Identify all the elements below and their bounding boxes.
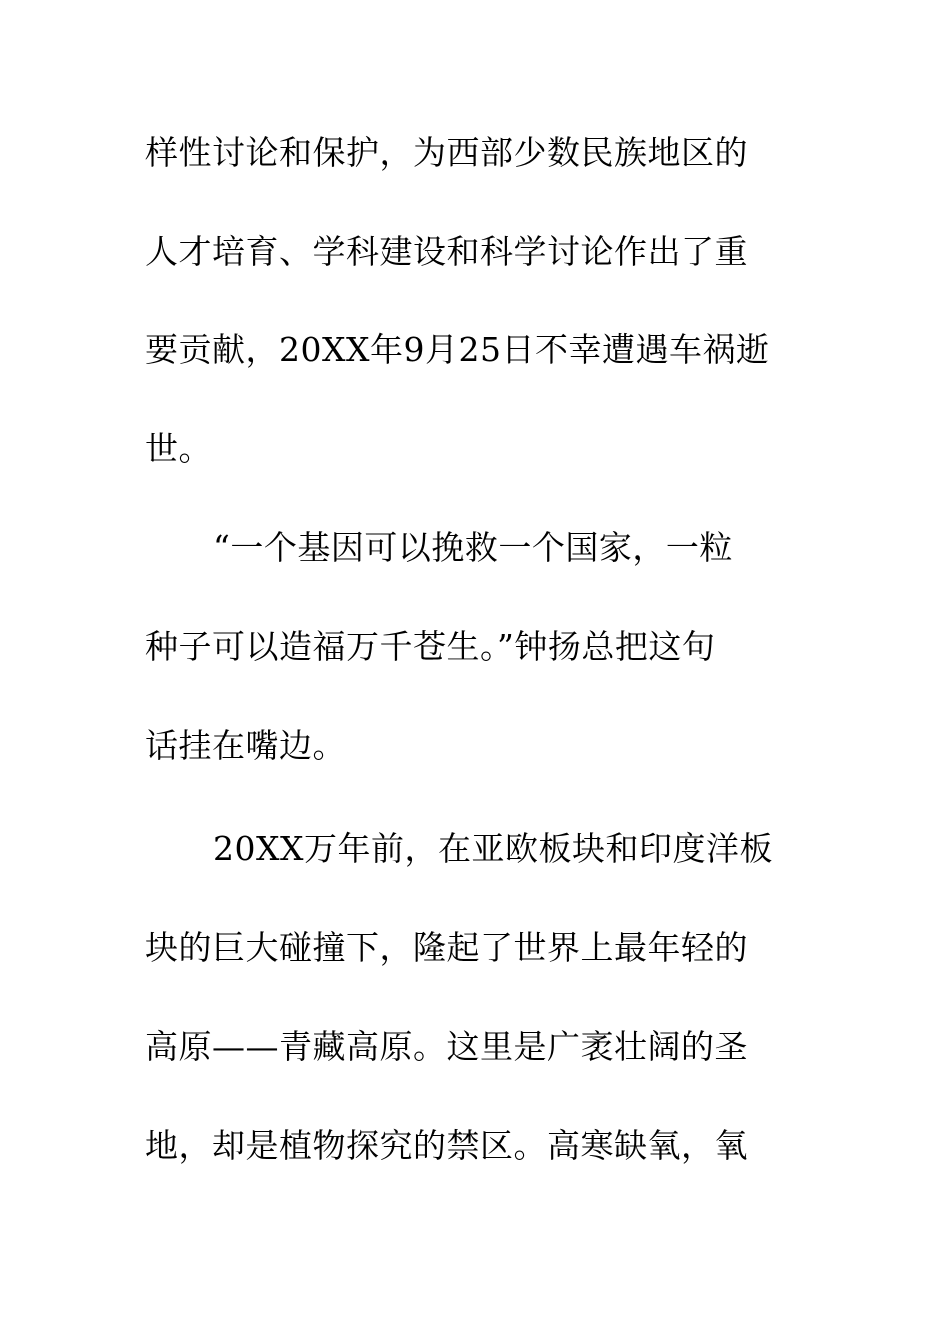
text-line: 人才培育、学科建设和科学讨论作出了重 xyxy=(145,232,748,271)
text-line: 要贡献，20XX年9月25日不幸遭遇车祸逝 xyxy=(145,330,770,369)
text-line: 种子可以造福万千苍生。”钟扬总把这句 xyxy=(145,627,716,666)
text-line: 话挂在嘴边。 xyxy=(145,726,346,765)
text-line: 高原——青藏高原。这里是广袤壮阔的圣 xyxy=(145,1027,748,1066)
paragraph-first-line: “一个基因可以挽救一个国家，一粒 xyxy=(213,528,733,567)
text-line: 世。 xyxy=(145,429,212,468)
text-line: 样性讨论和保护，为西部少数民族地区的 xyxy=(145,133,748,172)
text-line: 块的巨大碰撞下，隆起了世界上最年轻的 xyxy=(145,928,748,967)
text-line: 地，却是植物探究的禁区。高寒缺氧，氧 xyxy=(145,1126,748,1165)
paragraph-first-line: 20XX万年前，在亚欧板块和印度洋板 xyxy=(213,829,773,868)
